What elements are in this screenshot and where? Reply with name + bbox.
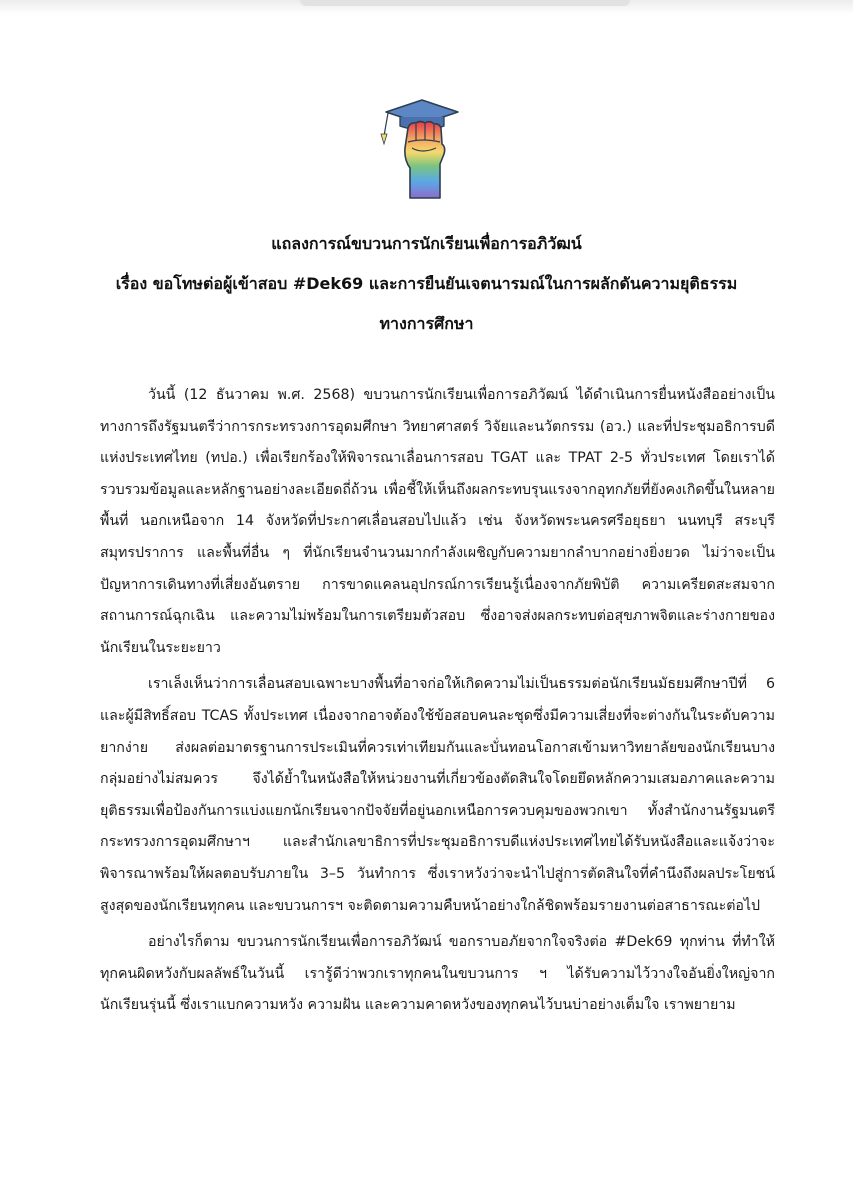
rainbow-raised-fist-with-graduation-cap-icon <box>378 98 464 202</box>
paragraph-2: เราเล็งเห็นว่าการเลื่อนสอบเฉพาะบางพื้นที่อาจก่อให้เกิดความไม่เป็นธรรมต่อนักเรียนมัธยมศึกษาปีที่ 6 และผู้มีสิทธิ์สอบ TCAS ทั้งประเทศ เนื่องจากอาจต้องใช้ข้อสอบคนละชุดซึ่งมีความเสี่ยงที่จะต่างกันในระดับความยากง่าย ส่งผลต่อมาตรฐานการประเมินที่ควรเท่าเทียมกันและบั่นทอนโอกาสเข้ามหาวิทยาลัยของนักเรียนบางกลุ่มอย่างไม่สมควร จึงได้ย้ำในหนังสือให้หน่วยงานที่เกี่ยวข้องตัดสินใจโดยยึดหลักความเสมอภาคและความยุติธรรมเพื่อป้องกันการแบ่งแยกนักเรียนจากปัจจัยที่อยู่นอกเหนือการควบคุมของพวกเขา ทั้งสำนักงานรัฐมนตรีกระทรวงการอุดมศึกษาฯ และสำนักเลขาธิการที่ประชุมอธิการบดีแห่งประเทศไทยได้รับหนังสือและแจ้งว่าจะพิจารณาพร้อมให้ผลตอบรับภายใน 3–5 วันทำการ ซึ่งเราหวังว่าจะนำไปสู่การตัดสินใจที่คำนึงถึงผลประโยชน์สูงสุดของนักเรียนทุกคน และขบวนการฯ จะติดตามความคืบหน้าอย่างใกล้ชิดพร้อมรายงานต่อสาธารณะต่อไป <box>100 676 775 914</box>
document-title-line-2: เรื่อง ขอโทษต่อผู้เข้าสอบ #Dek69 และการยืนยันเจตนารมณ์ในการผลักดันความยุติธรรม <box>115 274 738 293</box>
statement-body <box>100 380 775 1022</box>
raised-fist-logo <box>378 98 464 202</box>
document-title-line-1: แถลงการณ์ขบวนการนักเรียนเพื่อการอภิวัฒน์ <box>271 234 582 253</box>
paragraph-1: วันนี้ (12 ธันวาคม พ.ศ. 2568) ขบวนการนักเรียนเพื่อการอภิวัฒน์ ได้ดำเนินการยื่นหนังสืออย่างเป็นทางการถึงรัฐมนตรีว่าการกระทรวงการอุดมศึกษา วิทยาศาสตร์ วิจัยและนวัตกรรม (อว.) และที่ประชุมอธิการบดีแห่งประเทศไทย (ทปอ.) เพื่อเรียกร้องให้พิจารณาเลื่อนการสอบ TGAT และ TPAT 2-5 ทั่วประเทศ โดยเราได้รวบรวมข้อมูลและหลักฐานอย่างละเอียดถี่ถ้วน เพื่อชี้ให้เห็นถึงผลกระทบรุนแรงจากอุทกภัยที่ยังคงเกิดขึ้นในหลายพื้นที่ นอกเหนือจาก 14 จังหวัดที่ประกาศเลื่อนสอบไปแล้ว เช่น จังหวัดพระนครศรีอยุธยา นนทบุรี สระบุรี สมุทรปราการ และพื้นที่อื่น ๆ ที่นักเรียนจำนวนมากกำลังเผชิญกับความยากลำบากอย่างยิ่งยวด ไม่ว่าจะเป็นปัญหาการเดินทางที่เสี่ยงอันตราย การขาดแคลนอุปกรณ์การเรียนรู้เนื่องจากภัยพิบัติ ความเครียดสะสมจากสถานการณ์ฉุกเฉิน และความไม่พร้อมในการเตรียมตัวสอบ ซึ่งอาจส่งผลกระทบต่อสุขภาพจิตและร่างกายของนักเรียนในระยะยาว <box>100 387 775 656</box>
document-title-line-3: ทางการศึกษา <box>379 314 474 333</box>
paragraph-3: อย่างไรก็ตาม ขบวนการนักเรียนเพื่อการอภิวัฒน์ ขอกราบอภัยจากใจจริงต่อ #Dek69 ทุกท่าน ที่ทำให้ทุกคนผิดหวังกับผลลัพธ์ในวันนี้ เรารู้ดีว่าพวกเราทุกคนในขบวนการ ฯ ได้รับความไว้วางใจอันยิ่งใหญ่จากนักเรียนรุ่นนี้ ซึ่งเราแบกความหวัง ความฝัน และความคาดหวังของทุกคนไว้บนบ่าอย่างเต็มใจ เราพยายาม <box>100 934 775 1014</box>
page-top-edge-shadow <box>0 0 853 14</box>
